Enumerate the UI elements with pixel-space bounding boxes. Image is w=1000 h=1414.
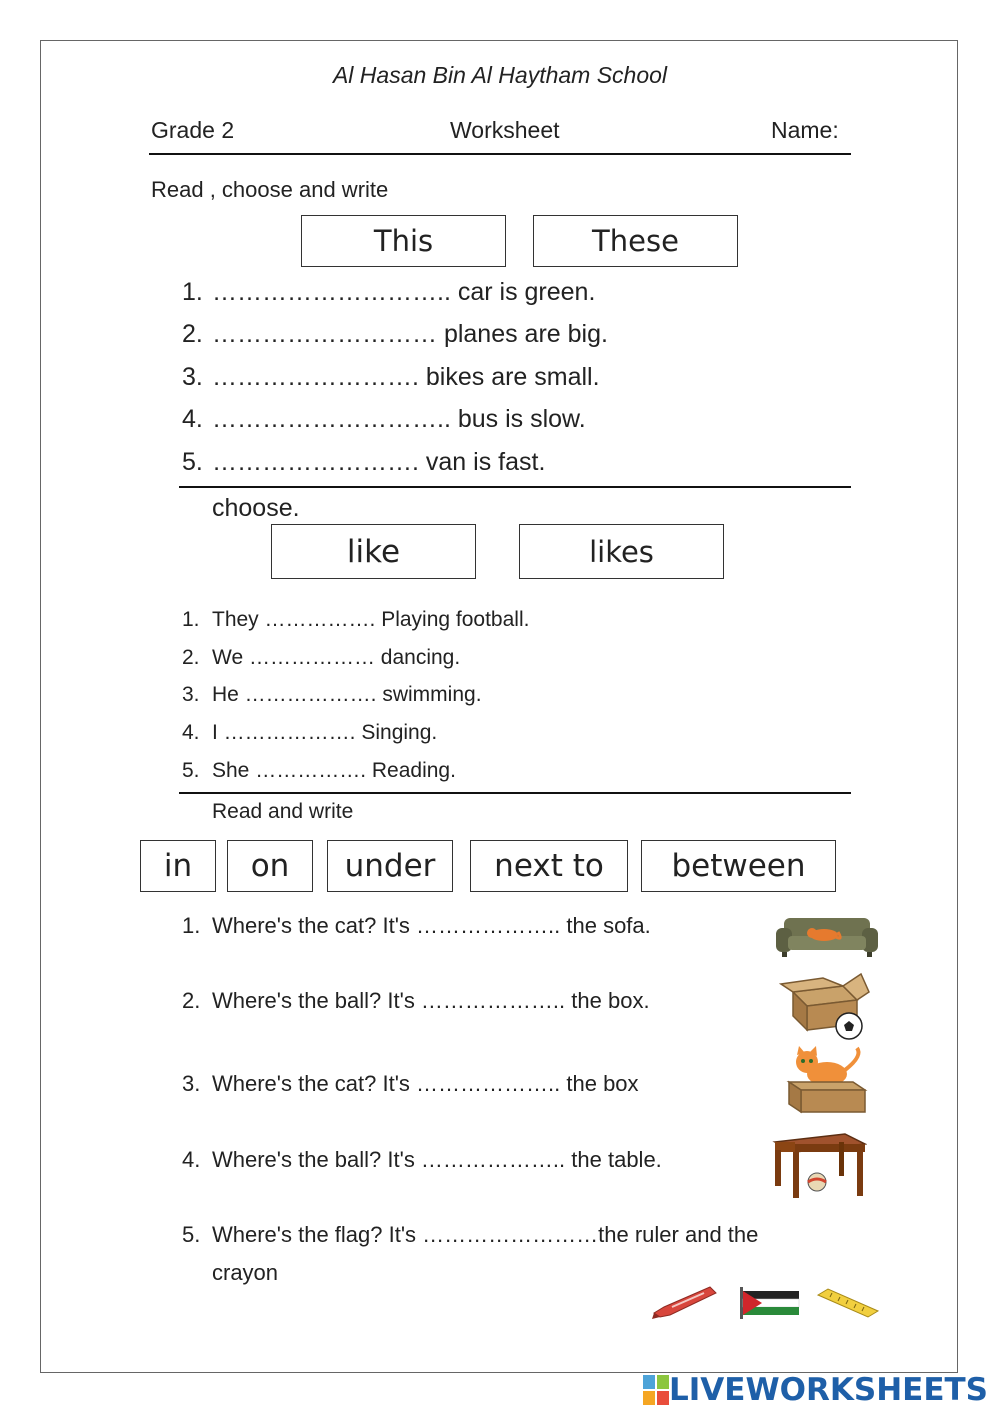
word-box-these[interactable] [533,215,738,267]
item-text[interactable]: He ………………. swimming. [212,683,482,706]
word-box-under[interactable] [327,840,453,892]
name-label: Name: [771,117,839,143]
item-number: 2. [182,646,200,669]
item-text[interactable]: ……………………. bikes are small. [212,363,600,391]
item-text[interactable]: ……………………….. car is green. [212,278,596,306]
list-item [182,278,595,307]
item-text[interactable]: Where's the cat? It's ……………….. the sofa. [212,913,651,938]
cat-in-box-icon [783,1046,869,1116]
table-with-ball-icon [771,1130,867,1202]
word-box-label: next to [494,848,604,884]
item-text[interactable]: I ………………. Singing. [212,721,438,744]
word-box-label: in [163,848,193,884]
item-text[interactable]: They ……………. Playing football. [212,608,530,631]
flag-icon [738,1287,802,1319]
brand-text: LIVEWORKSHEETS [669,1372,988,1408]
ruler-icon [816,1287,880,1319]
list-item [182,448,545,477]
item-number: 1. [182,608,200,631]
word-box-like[interactable] [271,524,476,579]
item-text[interactable]: Where's the ball? It's ……………….. the box. [212,988,650,1013]
list-item [182,1147,662,1173]
section1-instruction: Read , choose and write [151,177,389,202]
word-box-label: like [346,533,401,570]
sofa-with-cat-icon [774,912,880,958]
word-box-label: likes [589,534,654,569]
item-number: 4. [182,405,203,433]
word-box-label: on [250,848,290,884]
section2-divider [179,792,851,794]
item-number: 4. [182,721,200,744]
word-box-next-to[interactable] [470,840,628,892]
word-box-this[interactable] [301,215,506,267]
list-item-continuation: crayon [212,1260,279,1285]
grade-label: Grade 2 [151,117,235,143]
liveworksheets-logo-icon [643,1375,669,1405]
item-number: 3. [182,1071,201,1096]
header-divider [149,153,851,155]
item-number: 1. [182,913,201,938]
liveworksheets-logo[interactable] [643,1372,988,1408]
list-item [182,913,651,939]
item-text[interactable]: Where's the flag? It's ……………………the ruler and the [212,1222,759,1247]
word-box-label: This [373,224,434,258]
list-item [182,759,456,783]
list-item [182,363,600,392]
box-with-ball-icon [779,970,871,1040]
item-text[interactable]: ……………………. van is fast. [212,448,546,476]
word-box-label: between [671,848,806,884]
word-box-in[interactable] [140,840,216,892]
item-number: 4. [182,1147,201,1172]
item-number: 5. [182,759,200,782]
item-text[interactable]: Where's the cat? It's ……………….. the box [212,1071,639,1096]
section1-divider [179,486,851,488]
item-number: 2. [182,988,201,1013]
word-box-between[interactable] [641,840,836,892]
school-name: Al Hasan Bin Al Haytham School [332,62,668,88]
item-number: 3. [182,683,200,706]
item-text[interactable]: Where's the ball? It's ……………….. the table. [212,1147,662,1172]
list-item [182,1222,758,1248]
worksheet-title: Worksheet [450,117,560,143]
item-number: 5. [182,1222,201,1247]
list-item [182,608,529,632]
list-item [182,988,650,1014]
word-box-on[interactable] [227,840,313,892]
item-text[interactable]: She ……………. Reading. [212,759,456,782]
item-text[interactable]: ……………………… planes are big. [212,320,608,348]
list-item [182,646,460,670]
crayon-icon [652,1285,718,1319]
item-number: 3. [182,363,203,391]
word-box-likes[interactable] [519,524,724,579]
item-number: 1. [182,278,203,306]
item-number: 5. [182,448,203,476]
section3-instruction: Read and write [212,800,354,823]
list-item [182,320,608,349]
word-box-label: under [344,848,436,884]
item-number: 2. [182,320,203,348]
item-text[interactable]: We ……………… dancing. [212,646,461,669]
word-box-label: These [592,224,679,258]
section2-instruction: choose. [212,494,300,522]
list-item [182,1071,639,1097]
list-item [182,405,586,434]
list-item [182,721,437,745]
item-text[interactable]: ……………………….. bus is slow. [212,405,586,433]
list-item [182,683,482,707]
